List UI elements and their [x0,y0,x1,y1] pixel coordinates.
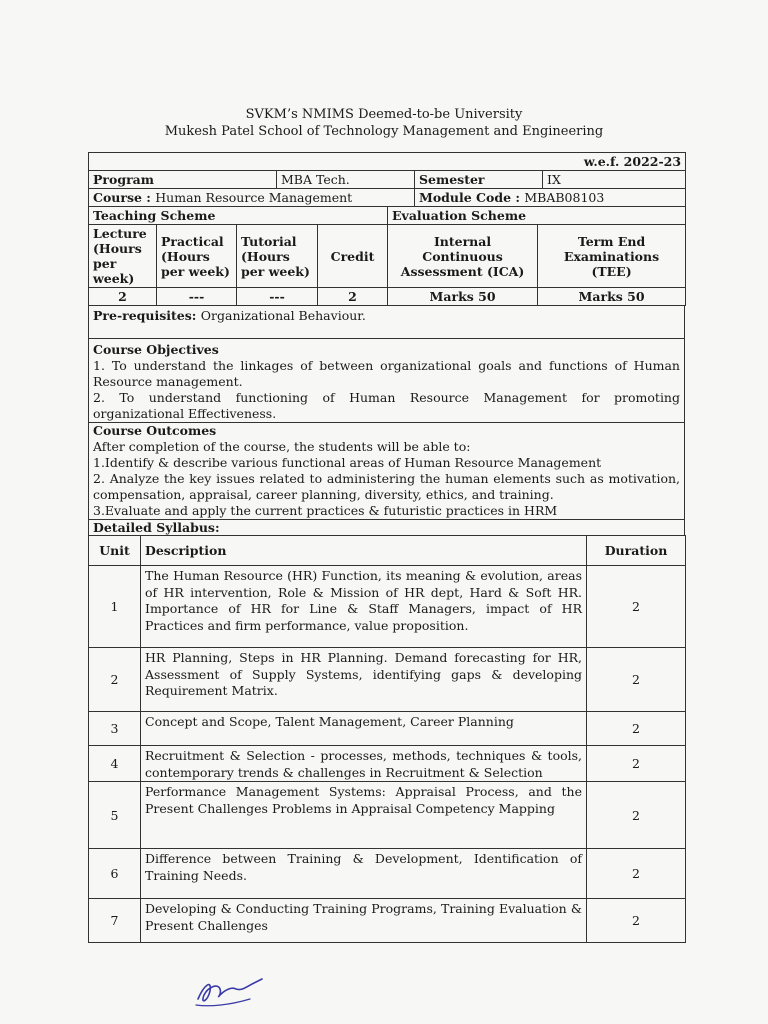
unit-duration: 2 [587,899,686,943]
unit-number: 2 [89,648,141,712]
program-label: Program [89,171,277,189]
practical-value: --- [157,288,237,306]
credit-value: 2 [318,288,388,306]
unit-description: Difference between Training & Development, Identification of Training Needs. [141,849,587,899]
program-value: MBA Tech. [277,171,415,189]
signature [190,965,270,1015]
lecture-header: Lecture (Hours per week) [89,225,157,288]
table-row [89,849,686,899]
unit-description: Recruitment & Selection - processes, methods, techniques & tools, contemporary trends & challenges in Recruitment & Selection [141,746,587,782]
school-name: Mukesh Patel School of Technology Management and Engineering [164,124,604,139]
unit-description: Concept and Scope, Talent Management, Career Planning [141,712,587,746]
table-row [89,566,686,648]
objective-item: 2. To understand functioning of Human Resource Management for promoting organizational Effectiveness. [93,390,680,421]
table-row [89,899,686,943]
course-document [88,152,685,943]
module-value: MBAB08103 [524,190,605,205]
unit-duration: 2 [587,849,686,899]
description-header: Description [141,536,587,566]
course-outcomes [89,423,685,520]
tee-value: Marks 50 [538,288,686,306]
outcome-item: 3.Evaluate and apply the current practices & futuristic practices in HRM [93,503,558,518]
prereq-value: Organizational Behaviour. [200,308,366,323]
tutorial-header: Tutorial (Hours per week) [237,225,318,288]
unit-number: 5 [89,782,141,849]
semester-label: Semester [415,171,543,189]
unit-number: 4 [89,746,141,782]
unit-duration: 2 [587,566,686,648]
course-label: Course : [93,190,156,205]
unit-description: Performance Management Systems: Appraisal Process, and the Present Challenges Problems in Appraisal Competency Mapping [141,782,587,849]
table-row [89,746,686,782]
unit-duration: 2 [587,782,686,849]
objectives-title: Course Objectives [93,342,219,357]
ica-header: Internal Continuous Assessment (ICA) [388,225,538,288]
practical-header: Practical (Hours per week) [157,225,237,288]
duration-header: Duration [587,536,686,566]
unit-duration: 2 [587,648,686,712]
tee-header: Term End Examinations (TEE) [538,225,686,288]
unit-number: 7 [89,899,141,943]
credit-header: Credit [318,225,388,288]
syllabus-title: Detailed Syllabus: [89,520,685,536]
university-name: SVKM’s NMIMS Deemed-to-be University [245,107,523,122]
outcome-item: 1.Identify & describe various functional areas of Human Resource Management [93,455,602,470]
scheme-table [88,206,686,306]
unit-duration: 2 [587,712,686,746]
unit-number: 1 [89,566,141,648]
unit-description: HR Planning, Steps in HR Planning. Demand forecasting for HR, Assessment of Supply Systems, identifying gaps & developing Requirement Matrix. [141,648,587,712]
lecture-value: 2 [89,288,157,306]
meta-table [88,152,686,207]
unit-description: The Human Resource (HR) Function, its meaning & evolution, areas of HR intervention, Role & Mission of HR dept, Hard & Soft HR. Importance of HR for Line & Staff Managers, impact of HR Practices and firm performance, value proposition. [141,566,587,648]
prerequisites [89,306,685,339]
outcomes-intro: After completion of the course, the students will be able to: [93,439,471,454]
document-header [0,106,768,140]
ica-value: Marks 50 [388,288,538,306]
syllabus-table [88,535,686,943]
content-table [88,305,685,536]
table-row [89,782,686,849]
outcomes-title: Course Outcomes [93,423,217,438]
outcome-item: 2. Analyze the key issues related to administering the human elements such as motivation, compensation, appraisal, career planning, diversity, ethics, and training. [93,471,680,502]
unit-description: Developing & Conducting Training Programs, Training Evaluation & Present Challenges [141,899,587,943]
module-cell [415,189,686,207]
wef-date: w.e.f. 2022-23 [89,153,686,171]
unit-number: 3 [89,712,141,746]
module-label: Module Code : [419,190,525,205]
course-cell [89,189,415,207]
objective-item: 1. To understand the linkages of between organizational goals and functions of Human Resource management. [93,358,680,389]
semester-value: IX [543,171,686,189]
course-objectives [89,339,685,423]
unit-header: Unit [89,536,141,566]
evaluation-scheme-label: Evaluation Scheme [388,207,686,225]
tutorial-value: --- [237,288,318,306]
unit-duration: 2 [587,746,686,782]
teaching-scheme-label: Teaching Scheme [89,207,388,225]
course-value: Human Resource Management [155,190,353,205]
unit-number: 6 [89,849,141,899]
prereq-label: Pre-requisites: [93,308,201,323]
table-row [89,712,686,746]
table-row [89,648,686,712]
